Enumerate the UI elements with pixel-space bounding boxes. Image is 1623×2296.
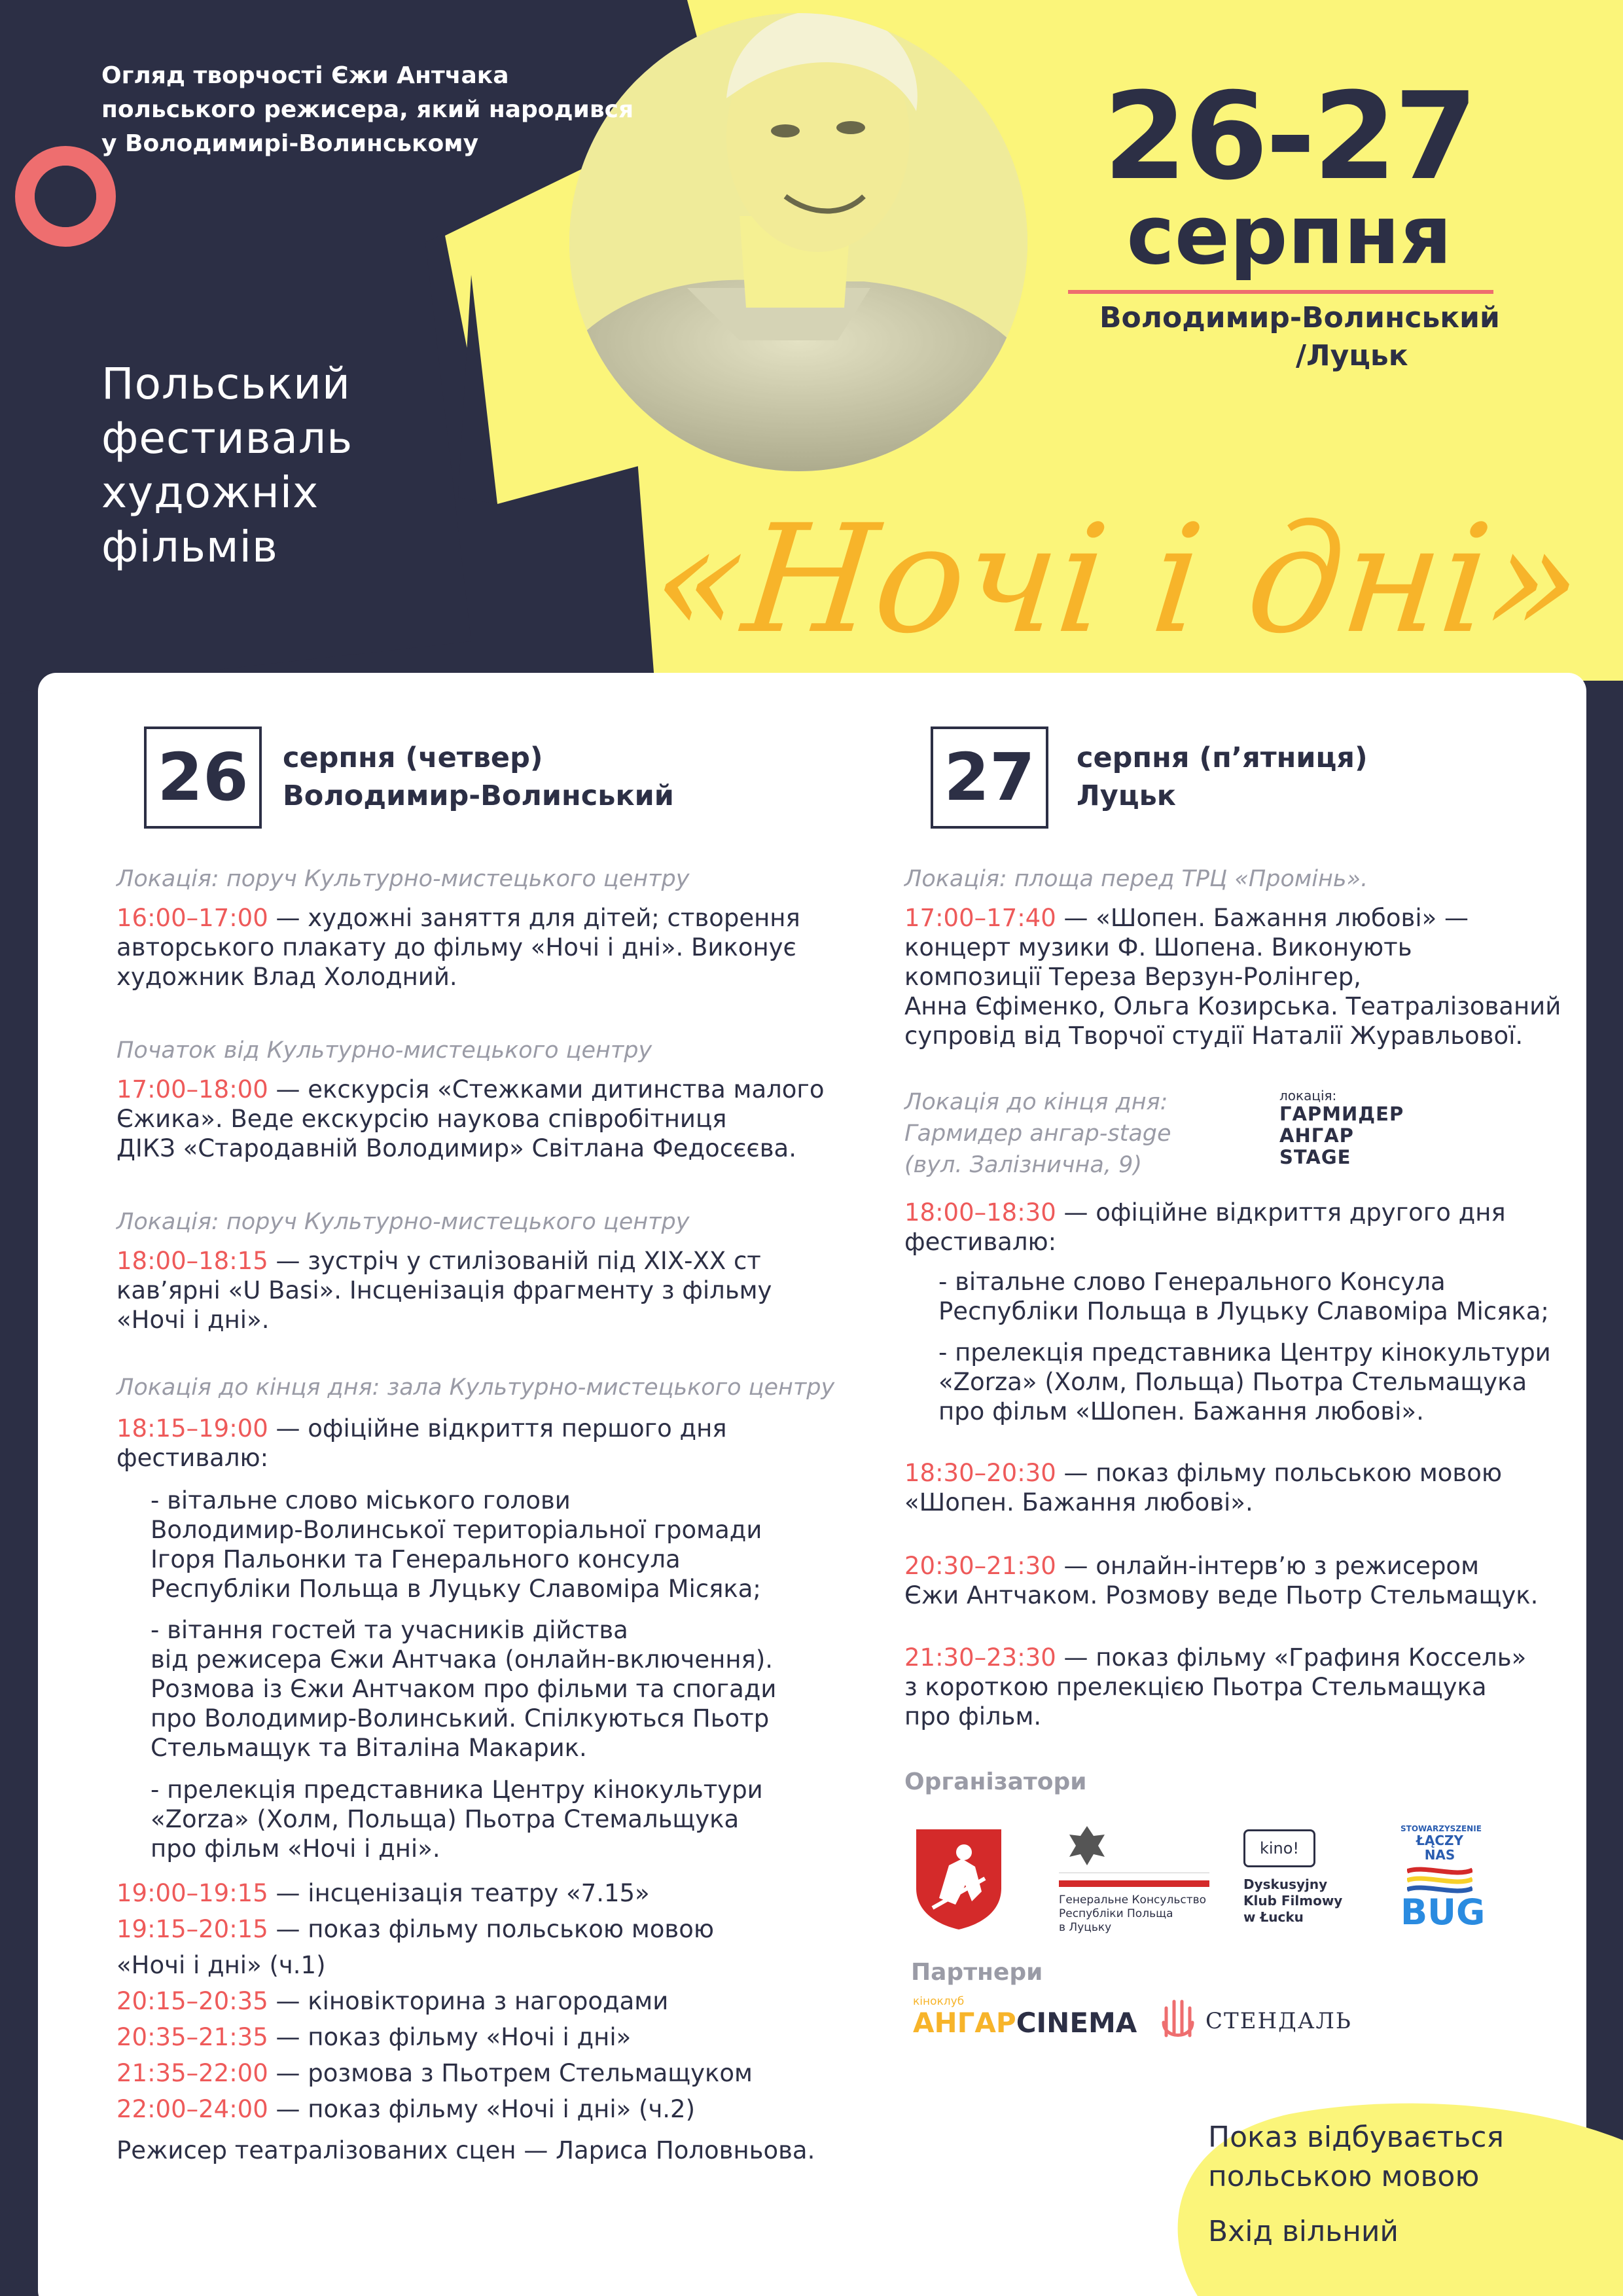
event-text: Єжика». Веде екскурсію наукова співробітниця [116,1105,727,1133]
organizers-label: Організатори [904,1768,1087,1795]
flag-waves-icon [1407,1865,1472,1893]
location-note: Локація: поруч Культурно-мистецького центру [116,1209,690,1235]
logo-word: АНГАР [1279,1124,1354,1147]
day-date: серпня (четвер) [283,742,543,774]
event-text: — показ фільму «Графиня Коссель» [1056,1643,1527,1672]
sub-item [151,1615,776,1763]
bug-top-line: ŁĄCZY NAS [1416,1833,1463,1863]
location-line: Локація до кінця дня: [904,1089,1168,1115]
location-note: Локація до кінця дня: зала Культурно-мистецького центру [116,1374,835,1401]
event-text: — зустріч у стилізованій під ХІХ-ХХ ст [268,1247,761,1275]
kino-badge: kino! [1243,1829,1315,1867]
event-block [904,1643,1526,1731]
event-time: 16:00–17:00 [116,904,268,932]
sub-item-line: - вітання гостей та учасників дійства [151,1616,628,1644]
day-date: серпня (п’ятниця) [1077,742,1368,774]
event-text: — «Шопен. Бажання любові» — [1056,904,1469,932]
event-text: авторського плакату до фільму «Ночі і дні». Виконує [116,933,796,961]
date-range: 26-27 [1103,67,1476,207]
logo-word: АНГАР [913,2007,1016,2039]
sub-item-line: «Zorza» (Холм, Польща) Пьотра Стемальщука [151,1805,740,1833]
sub-item-line: про фільм «Шопен. Бажання любові». [938,1397,1424,1426]
event-time: 17:00–17:40 [904,904,1056,932]
event-text: ДІКЗ «Стародавній Володимир» Світлана Федосєєва. [116,1134,796,1162]
event-text: «Ночі і дні». [116,1306,270,1334]
date-divider [1068,290,1493,294]
event-time: 18:15–19:00 [116,1414,268,1443]
sub-item [938,1338,1551,1426]
intro-line: у Володимирі-Волинському [101,130,479,157]
event-text: фестивалю: [904,1228,1057,1256]
event-block [904,1551,1538,1610]
event-text: фестивалю: [116,1444,269,1472]
sub-item-line: Стельмащук та Віталіна Макарик. [151,1734,587,1762]
sub-item-line: Республіки Польща в Луцьку Славоміра Місяка; [938,1297,1549,1325]
director-note: Режисер театралізованих сцен — Лариса Половньова. [116,2136,815,2164]
event-time: 17:00–18:00 [116,1075,268,1103]
event-text: — екскурсія «Стежками дитинства малого [268,1075,825,1103]
event-block [904,1458,1502,1517]
bug-top-line: STOWARZYSZENIE [1400,1824,1482,1833]
day-number-box: 27 [931,726,1048,829]
language-note [1208,2118,1504,2251]
eagle-icon [1064,1823,1110,1869]
coat-of-arms-logo [913,1826,1005,1931]
festival-subtitle [101,357,573,574]
location-note: Початок від Культурно-мистецького центру [116,1037,652,1064]
sub-item-line: про Володимир-Волинський. Спілкуються Пьотр [151,1704,770,1732]
day-city: Луцьк [1077,780,1176,812]
evening-schedule [116,1875,815,2168]
festival-line: фільмів [101,522,278,572]
day-city: Володимир-Волинський [283,780,674,812]
language-note-line: Показ відбувається [1208,2121,1504,2154]
event-time: 21:30–23:30 [904,1643,1056,1672]
kino-club-logo [1243,1829,1374,1926]
event-text: — показ фільму «Ночі і дні» [268,2023,632,2051]
sub-item-line: «Zorza» (Холм, Польща) Пьотра Стельмащука [938,1368,1527,1396]
event-time: 18:00–18:15 [116,1247,268,1275]
event-time: 20:15–20:35 [116,1987,268,2015]
festival-line: Польський [101,359,351,409]
event-text: Анна Єфіменко, Ольга Козирська. Театралізований [904,992,1561,1020]
event-time: 18:30–20:30 [904,1459,1056,1487]
date-month: серпня [1126,188,1452,283]
consulate-line: Генеральне Консульство [1059,1893,1207,1907]
hand-icon [1160,1996,1196,2042]
sub-item-line: Розмова із Єжи Антчаком про фільми та спогади [151,1675,777,1703]
sub-item [151,1486,762,1604]
event-text: концерт музики Ф. Шопена. Виконують [904,933,1412,961]
logo-word: CINEMA [1016,2007,1137,2039]
location-note [904,1086,1171,1181]
event-block [904,903,1561,1050]
event-time: 18:00–18:30 [904,1198,1056,1227]
day-number-box: 26 [144,726,262,829]
consulate-logo [1059,1823,1209,1935]
event-block [116,903,800,992]
consulate-line: в Луцьку [1059,1921,1112,1934]
hangar-cinema-logo [913,1995,1137,2038]
location-note: Локація: площа перед ТРЦ «Промінь». [904,866,1368,892]
sub-item-line: від режисера Єжи Антчака (онлайн-включення). [151,1645,774,1674]
sub-item-line: Республіки Польща в Луцьку Славоміра Місяка; [151,1575,761,1603]
hangar-stage-logo [1279,1088,1404,1168]
intro-line: польського режисера, який народився [101,96,634,123]
event-time: 19:15–20:15 [116,1915,268,1943]
event-text: «Шопен. Бажання любові». [904,1488,1253,1516]
sub-item-line: - вітальне слово Генерального Консула [938,1268,1446,1296]
event-text: про фільм. [904,1702,1042,1731]
sub-item-line: про фільм «Ночі і дні». [151,1835,440,1863]
sub-item-line: - прелекція представника Центру кінокультури [151,1776,763,1804]
location-line: Гармидер ангар-stage [904,1121,1171,1147]
location-note: Локація: поруч Культурно-мистецького центру [116,866,690,892]
event-block [116,1075,824,1163]
kino-line: Dyskusyjny [1243,1876,1328,1892]
city-line: /Луцьк [1296,339,1408,372]
event-block [116,1246,772,1335]
event-text: композиції Тереза Верзун-Ролінгер, [904,963,1361,991]
event-text: супровід від Творчої студії Наталії Журавльової. [904,1022,1524,1050]
event-time: 19:00–19:15 [116,1879,268,1907]
stendal-word: СТЕНДАЛЬ [1205,2008,1352,2034]
event-block [904,1198,1506,1257]
festival-title: «Ночі і дні» [645,492,1590,666]
consulate-line: Республіки Польща [1059,1907,1173,1920]
sub-item-line: - вітальне слово міського голови [151,1486,571,1515]
bug-word: BUG [1400,1892,1486,1933]
sub-item-line: Ігоря Пальонки та Генерального консула [151,1545,681,1573]
sub-item-line: Володимир-Волинської територіальної громади [151,1516,762,1544]
sub-item-line: - прелекція представника Центру кінокультури [938,1338,1551,1367]
location-line: (вул. Залізнична, 9) [904,1152,1143,1178]
event-text: — показ фільму «Ночі і дні» (ч.2) [268,2095,696,2123]
city-line: Володимир-Волинський [1099,301,1500,334]
kino-line: Klub Filmowy [1243,1893,1343,1909]
event-text: — інсценізація театру «7.15» [268,1879,650,1907]
event-text: — офіційне відкриття другого дня [1056,1198,1506,1227]
festival-line: фестиваль [101,413,353,463]
event-text: — показ фільму польською мовою [1056,1459,1502,1487]
event-text: Єжи Антчаком. Розмову веде Пьотр Стельмащук. [904,1581,1539,1609]
language-note-line: польською мовою [1208,2160,1480,2193]
intro-line: Огляд творчості Єжи Антчака [101,62,509,89]
partners-label: Партнери [911,1959,1043,1986]
event-text: з короткою прелекцією Пьотра Стельмащука [904,1673,1487,1701]
sub-item [938,1267,1549,1326]
event-text: художник Влад Холодний. [116,963,457,991]
event-text: — розмова з Пьотрем Стельмащуком [268,2059,753,2087]
event-time: 20:30–21:30 [904,1552,1056,1580]
event-text: «Ночі і дні» (ч.1) [116,1951,326,1979]
event-time: 21:35–22:00 [116,2059,268,2087]
logo-word: STAGE [1279,1146,1351,1168]
event-text: — офіційне відкриття першого дня [268,1414,727,1443]
logo-caption: кіноклуб [913,1995,965,2008]
event-text: кав’ярні «U Basi». Інсценізація фрагменту з фільму [116,1276,772,1304]
event-text: — показ фільму польською мовою [268,1915,714,1943]
festival-line: художніх [101,467,319,518]
event-time: 20:35–21:35 [116,2023,268,2051]
sub-item [151,1775,763,1863]
kino-line: w Łucku [1243,1909,1304,1925]
logo-caption: локація: [1279,1088,1337,1103]
event-text: — художні заняття для дітей; створення [268,904,800,932]
event-time: 22:00–24:00 [116,2095,268,2123]
event-block [116,1414,727,1473]
bug-association-logo [1400,1824,1486,1933]
event-text: — онлайн-інтерв’ю з режисером [1056,1552,1479,1580]
logo-word: ГАРМИДЕР [1279,1103,1404,1125]
intro-text [101,59,638,161]
event-text: — кіновікторина з нагородами [268,1987,669,2015]
free-entry: Вхід вільний [1208,2215,1399,2248]
